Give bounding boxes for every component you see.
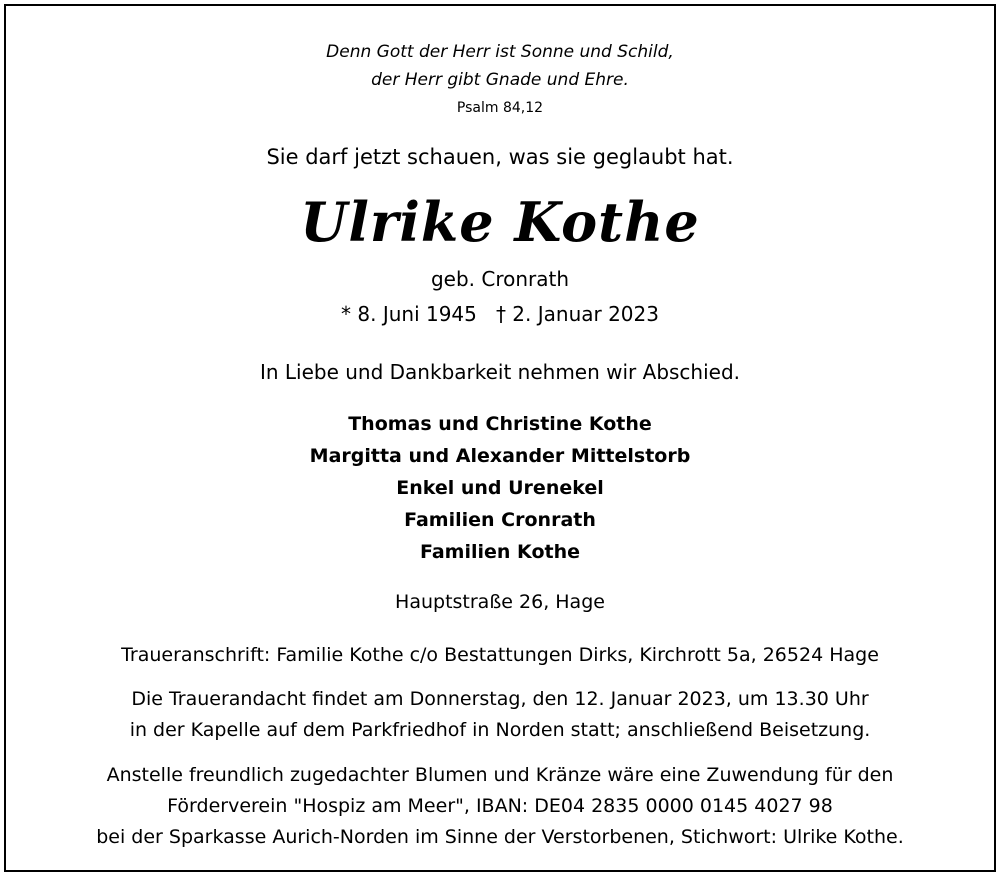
lead-text: Sie darf jetzt schauen, was sie geglaubt hat. xyxy=(266,145,734,169)
mourner-line: Familien Kothe xyxy=(420,541,580,563)
mourning-address: Traueranschrift: Familie Kothe c/o Bestattungen Dirks, Kirchrott 5a, 26524 Hage xyxy=(121,644,879,666)
verse-reference: Psalm 84,12 xyxy=(456,100,544,116)
deceased-name: Ulrike Kothe xyxy=(300,190,700,254)
life-dates: * 8. Juni 1945 † 2. Januar 2023 xyxy=(341,302,659,326)
verse-line-1: Denn Gott der Herr ist Sonne und Schild, xyxy=(326,42,674,62)
farewell-text: In Liebe und Dankbarkeit nehmen wir Abschied. xyxy=(259,360,741,384)
service-line-1: Die Trauerandacht findet am Donnerstag, den 12. Januar 2023, um 13.30 Uhr xyxy=(131,688,869,710)
donation-line-1: Anstelle freundlich zugedachter Blumen und Kränze wäre eine Zuwendung für den xyxy=(106,764,894,786)
maiden-name: geb. Cronrath xyxy=(430,267,570,291)
mourner-line: Familien Cronrath xyxy=(404,509,596,531)
donation-line-2: Förderverein "Hospiz am Meer", IBAN: DE04 2835 0000 0145 4027 98 xyxy=(167,795,833,817)
donation-line-3: bei der Sparkasse Aurich-Norden im Sinne der Verstorbenen, Stichwort: Ulrike Kothe. xyxy=(96,826,904,848)
mourner-line: Margitta und Alexander Mittelstorb xyxy=(309,445,691,467)
mourner-line: Thomas und Christine Kothe xyxy=(348,413,652,435)
home-address: Hauptstraße 26, Hage xyxy=(395,591,605,613)
notice-border xyxy=(4,4,996,872)
mourner-line: Enkel und Urenekel xyxy=(396,477,604,499)
service-line-2: in der Kapelle auf dem Parkfriedhof in Norden statt; anschließend Beisetzung. xyxy=(129,719,871,741)
verse-line-2: der Herr gibt Gnade und Ehre. xyxy=(371,70,629,90)
